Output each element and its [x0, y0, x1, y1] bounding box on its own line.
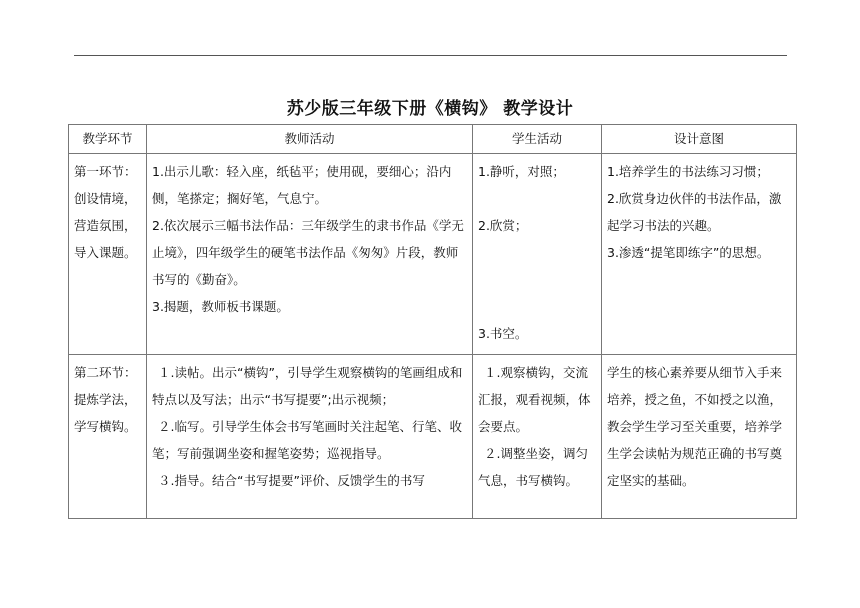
lesson-plan-table — [68, 124, 797, 519]
teacher-step: 2.依次展示三幅书法作品：三年级学生的隶书作品《学无止境》，四年级学生的硬笔书法作品《匆匆》片段，教师书写的《勤奋》。 — [152, 218, 464, 287]
student-step: 1.静听，对照； — [478, 164, 565, 179]
header-design-intent: 设计意图 — [602, 125, 797, 154]
intent-item: 1.培养学生的书法练习习惯； — [607, 164, 769, 179]
document-title: 苏少版三年级下册《横钩》 教学设计 — [286, 99, 574, 119]
design-intent-cell — [602, 355, 797, 519]
teacher-activity-cell — [147, 355, 473, 519]
student-activity-cell — [473, 154, 602, 355]
teacher-activity-cell — [147, 154, 473, 355]
student-step: １.观察横钩，交流汇报，观看视频，体会要点。 — [478, 365, 591, 434]
teacher-step: ２.临写。引导学生体会书写笔画时关注起笔、行笔、收笔；写前强调坐姿和握笔姿势；巡视指导。 — [152, 419, 462, 461]
stage-cell — [69, 355, 147, 519]
table-row — [69, 355, 797, 519]
stage-text: 第一环节：创设情境，营造氛围，导入课题。 — [74, 164, 137, 260]
stage-text: 第二环节：提炼学法，学写横钩。 — [74, 365, 137, 434]
intent-item: 学生的核心素养要从细节入手来培养，授之鱼，不如授之以渔，教会学生学习至关重要，培养学生学会读帖为规范正确的书写奠定坚实的基础。 — [607, 365, 783, 488]
table-header-row — [69, 125, 797, 154]
intent-item: 3.渗透“提笔即练字”的思想。 — [607, 245, 770, 260]
stage-cell — [69, 154, 147, 355]
table-row — [69, 154, 797, 355]
teacher-step: 3.揭题，教师板书课题。 — [152, 299, 289, 314]
design-intent-cell — [602, 154, 797, 355]
teacher-step: ３.指导。结合“书写提要”评价、反馈学生的书写 — [158, 473, 425, 488]
teacher-step: １.读帖。出示“横钩”，引导学生观察横钩的笔画组成和特点以及写法；出示“书写提要”;出示视频； — [152, 365, 463, 407]
header-student-activity: 学生活动 — [473, 125, 602, 154]
teacher-step: 1.出示儿歌：轻入座，纸毡平；使用砚，要细心；沿内侧，笔搽定；搁好笔，气息宁。 — [152, 164, 452, 206]
header-stage: 教学环节 — [69, 125, 147, 154]
header-teacher-activity: 教师活动 — [147, 125, 473, 154]
student-step: 2.欣赏； — [478, 218, 528, 233]
header-rule — [74, 55, 787, 56]
student-step: 3.书空。 — [478, 326, 528, 341]
student-step: ２.调整坐姿，调匀气息，书写横钩。 — [478, 446, 588, 488]
intent-item: 2.欣赏身边伙伴的书法作品，激起学习书法的兴趣。 — [607, 191, 782, 233]
student-activity-cell — [473, 355, 602, 519]
